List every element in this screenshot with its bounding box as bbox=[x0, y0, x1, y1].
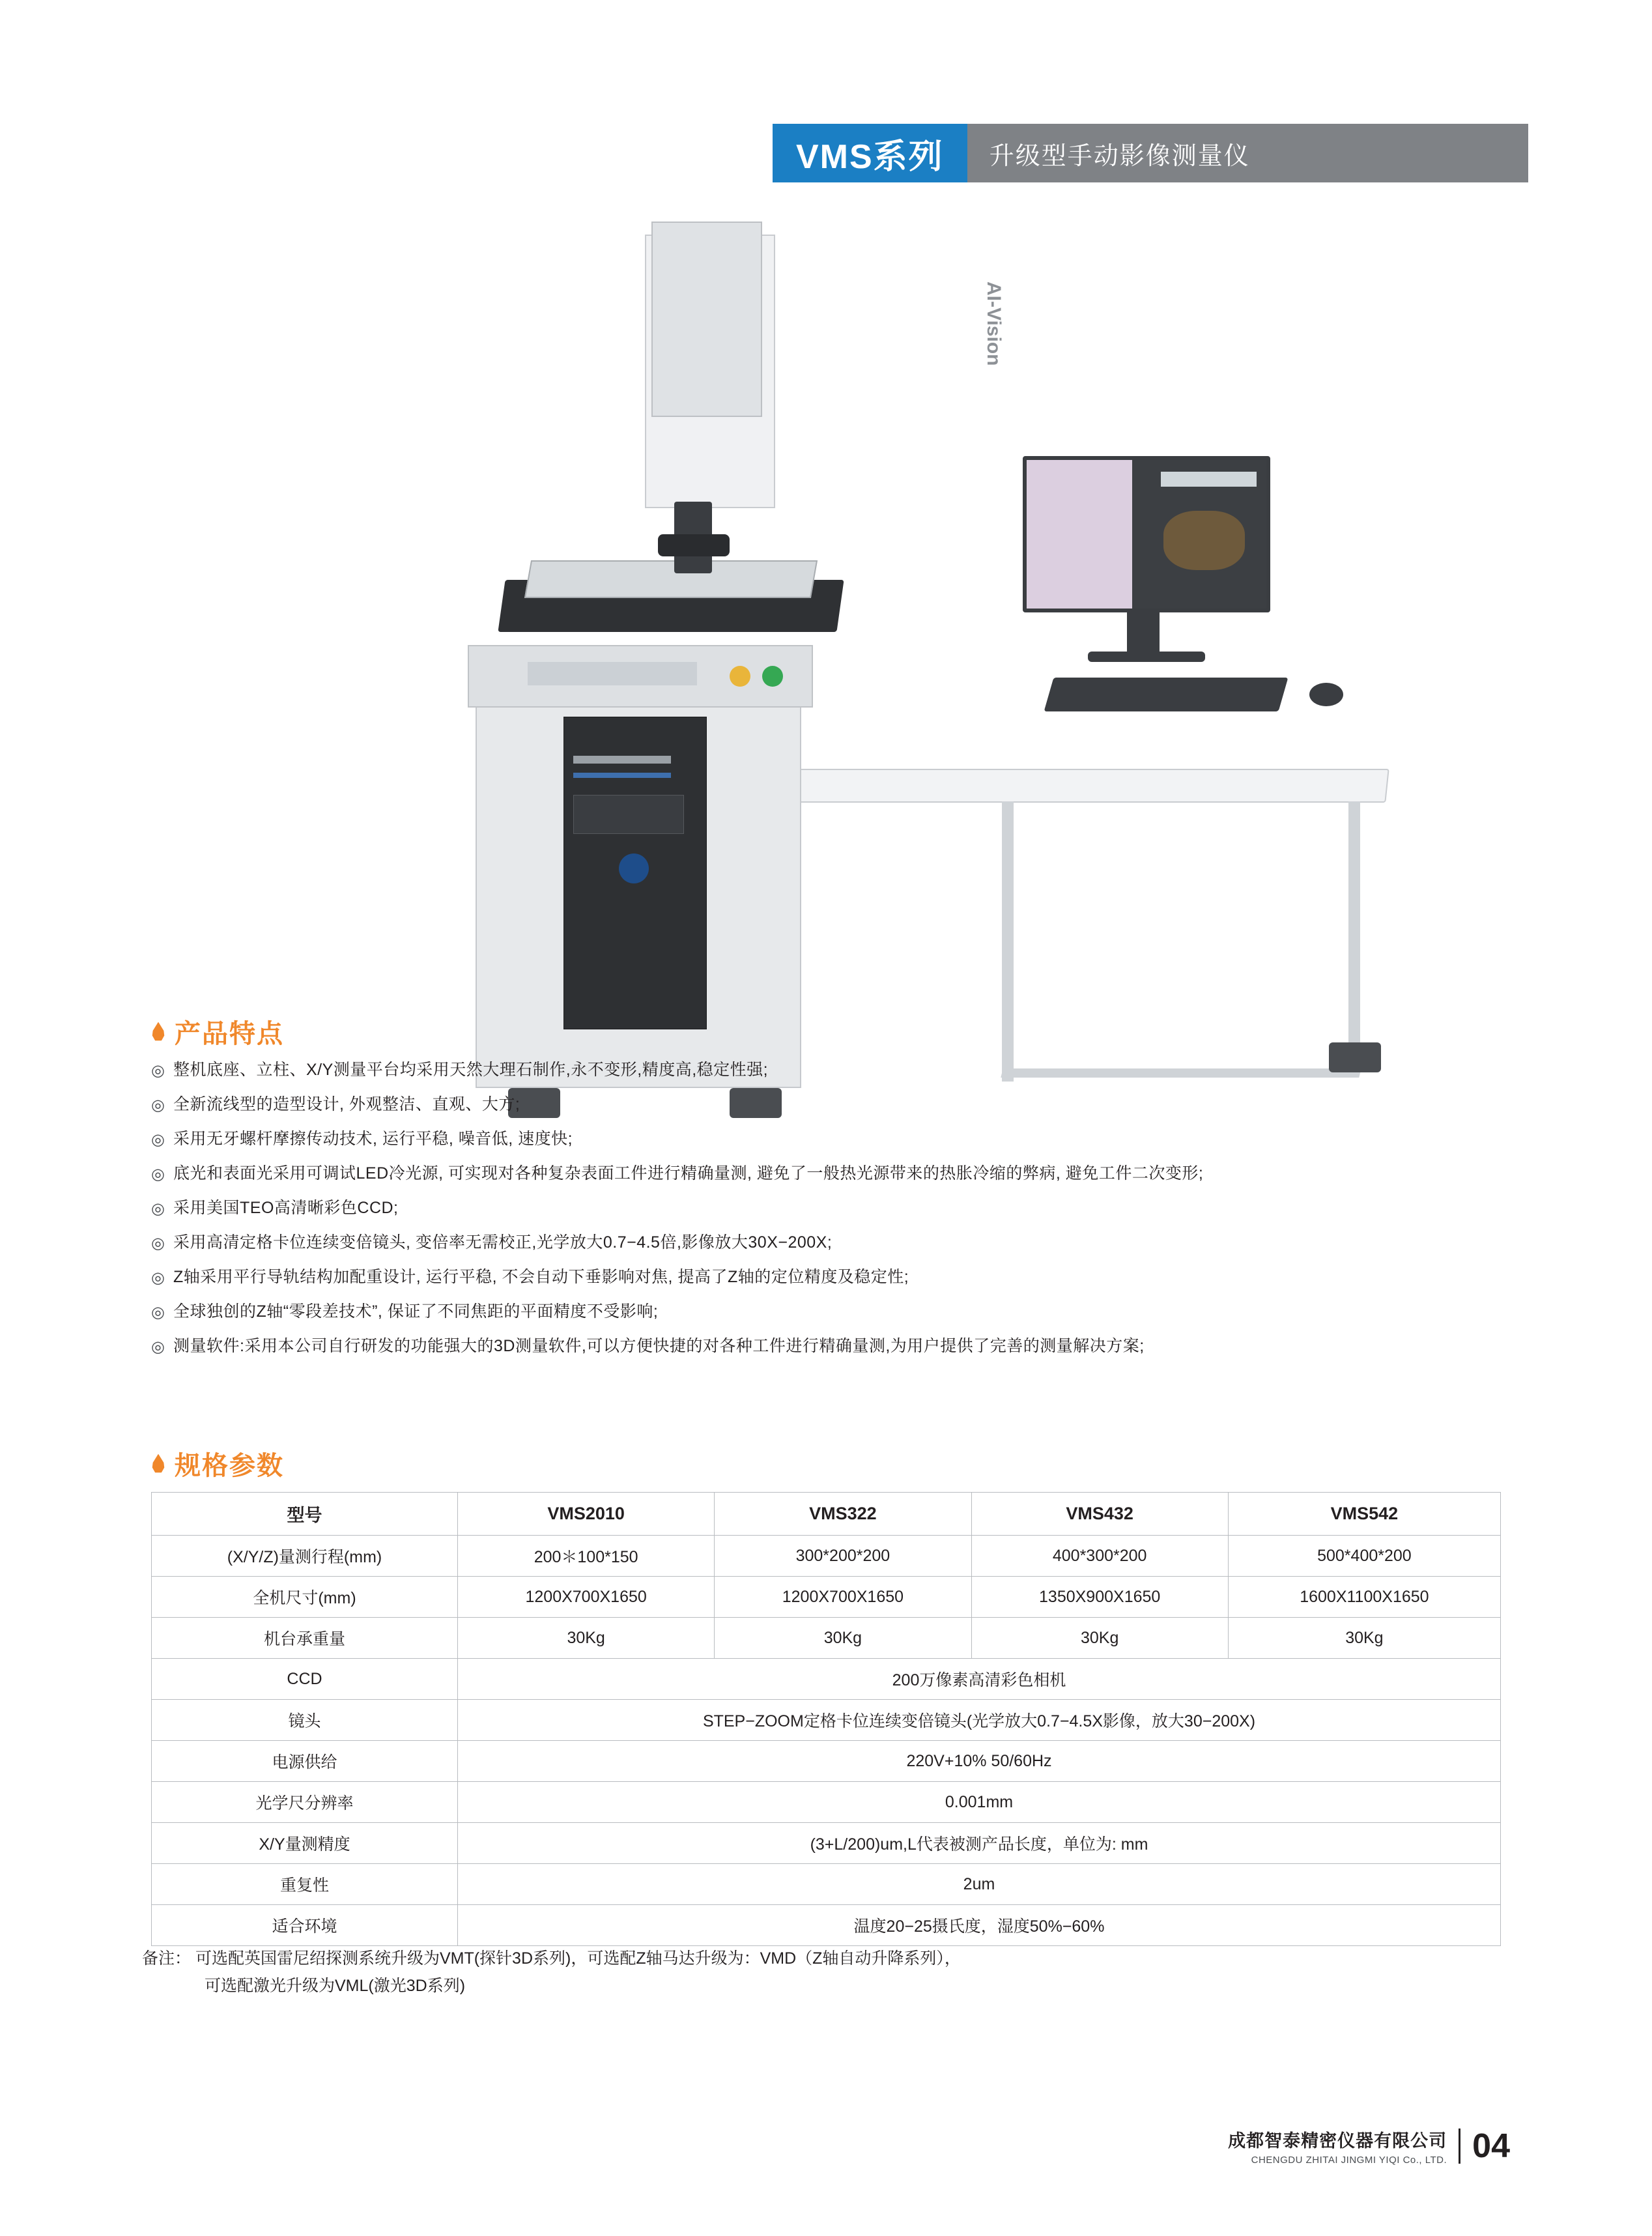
column-header-vms2010: VMS2010 bbox=[458, 1493, 715, 1536]
list-item bbox=[151, 1266, 1532, 1289]
row-label: 镜头 bbox=[152, 1700, 458, 1741]
bullet-icon: ◎ bbox=[151, 1062, 165, 1080]
column-header-vms322: VMS322 bbox=[715, 1493, 971, 1536]
cell: 30Kg bbox=[971, 1618, 1228, 1659]
table-row bbox=[152, 1536, 1501, 1577]
row-label: (X/Y/Z)量测行程(mm) bbox=[152, 1536, 458, 1577]
feature-text: 整机底座、立柱、X/Y测量平台均采用天然大理石制作,永不变形,精度高,稳定性强; bbox=[173, 1061, 769, 1079]
specs-section-heading bbox=[151, 1445, 284, 1482]
specifications-table bbox=[151, 1492, 1501, 1946]
monitor bbox=[1023, 456, 1270, 612]
monitor-base bbox=[1088, 652, 1205, 662]
bullet-icon: ◎ bbox=[151, 1131, 165, 1149]
series-subtitle: 升级型手动影像测量仪 bbox=[967, 124, 1528, 182]
control-knob-yellow bbox=[730, 666, 750, 687]
footnote bbox=[142, 1945, 1510, 2000]
bullet-icon: ◎ bbox=[151, 1338, 165, 1356]
cell: 1200X700X1650 bbox=[715, 1577, 971, 1618]
page-number: 04 bbox=[1472, 2127, 1510, 2165]
table-row bbox=[152, 1700, 1501, 1741]
specs-heading-label: 规格参数 bbox=[175, 1452, 284, 1480]
footnote-line-2: 可选配激光升级为VML(激光3D系列) bbox=[205, 1977, 466, 1995]
cell: 400*300*200 bbox=[971, 1536, 1228, 1577]
bullet-icon: ◎ bbox=[151, 1166, 165, 1183]
workbench-leg-right bbox=[1348, 801, 1360, 1062]
list-item bbox=[151, 1059, 1532, 1082]
features-section-heading bbox=[151, 1013, 284, 1050]
droplet-icon bbox=[151, 1454, 165, 1474]
cell-merged: STEP−ZOOM定格卡位连续变倍镜头(光学放大0.7−4.5X影像，放大30−200X) bbox=[458, 1700, 1501, 1741]
row-label: 适合环境 bbox=[152, 1905, 458, 1946]
table-row bbox=[152, 1618, 1501, 1659]
cell-merged: 200万像素高清彩色相机 bbox=[458, 1659, 1501, 1700]
table-row bbox=[152, 1864, 1501, 1905]
table-row bbox=[152, 1741, 1501, 1782]
keyboard bbox=[1044, 678, 1289, 711]
list-item bbox=[151, 1093, 1532, 1117]
list-item bbox=[151, 1197, 1532, 1220]
feature-text: 采用高清定格卡位连续变倍镜头, 变倍率无需校正,光学放大0.7−4.5倍,影像放大30X−200X; bbox=[173, 1233, 833, 1252]
header-banner bbox=[773, 124, 1528, 182]
features-heading-label: 产品特点 bbox=[175, 1020, 284, 1048]
bullet-icon: ◎ bbox=[151, 1096, 165, 1114]
bullet-icon: ◎ bbox=[151, 1304, 165, 1321]
monitor-stand bbox=[1127, 612, 1160, 657]
row-label: 电源供给 bbox=[152, 1741, 458, 1782]
tower-power-button bbox=[619, 853, 649, 883]
table-row bbox=[152, 1782, 1501, 1823]
column-header-model: 型号 bbox=[152, 1493, 458, 1536]
droplet-icon bbox=[151, 1022, 165, 1042]
company-name-en: CHENGDU ZHITAI JINGMI YIQI Co., LTD. bbox=[1251, 2155, 1447, 2166]
feature-text: 底光和表面光采用可调试LED冷光源, 可实现对各种复杂表面工件进行精确量测, 避免了一般热光源带来的热胀冷缩的弊病, 避免工件二次变形; bbox=[173, 1164, 1204, 1182]
control-knob-green bbox=[762, 666, 783, 687]
cell: 30Kg bbox=[715, 1618, 971, 1659]
table-header-row bbox=[152, 1493, 1501, 1536]
tower-front-panel bbox=[573, 795, 684, 834]
feature-text: 全球独创的Z轴“零段差技术”, 保证了不同焦距的平面精度不受影响; bbox=[173, 1302, 659, 1321]
workbench-leg-left bbox=[1002, 801, 1014, 1082]
cell: 30Kg bbox=[458, 1618, 715, 1659]
features-list bbox=[151, 1059, 1532, 1369]
cell: 200＊100*150 bbox=[458, 1536, 715, 1577]
product-photo bbox=[313, 195, 1394, 964]
cell: 1200X700X1650 bbox=[458, 1577, 715, 1618]
footer-divider bbox=[1459, 2128, 1460, 2164]
cell-merged: (3+L/200)um,L代表被测产品长度，单位为: mm bbox=[458, 1823, 1501, 1864]
column-header-vms542: VMS542 bbox=[1228, 1493, 1500, 1536]
mouse bbox=[1309, 683, 1343, 706]
tower-drive-bay bbox=[573, 756, 671, 764]
machine-base-label bbox=[528, 662, 697, 685]
bullet-icon: ◎ bbox=[151, 1269, 165, 1287]
optical-head bbox=[651, 222, 1004, 417]
list-item bbox=[151, 1231, 1532, 1255]
row-label: CCD bbox=[152, 1659, 458, 1700]
footnote-line-1: 备注： 可选配英国雷尼绍探测系统升级为VMT(探针3D系列)，可选配Z轴马达升级为：VMD（Z轴自动升降系列）， bbox=[142, 1949, 961, 1968]
cell: 1350X900X1650 bbox=[971, 1577, 1228, 1618]
cell-merged: 温度20−25摄氏度，湿度50%−60% bbox=[458, 1905, 1501, 1946]
feature-text: 测量软件:采用本公司自行研发的功能强大的3D测量软件,可以方便快捷的对各种工件进行精确量测,为用户提供了完善的测量解决方案; bbox=[173, 1337, 1145, 1355]
list-item bbox=[151, 1162, 1532, 1186]
company-name-cn: 成都智泰精密仪器有限公司 bbox=[1228, 2131, 1447, 2151]
cell: 300*200*200 bbox=[715, 1536, 971, 1577]
tower-accent-strip bbox=[573, 773, 671, 778]
cell-merged: 0.001mm bbox=[458, 1782, 1501, 1823]
table-row bbox=[152, 1577, 1501, 1618]
row-label: 机台承重量 bbox=[152, 1618, 458, 1659]
series-title: VMS系列 bbox=[773, 124, 967, 182]
feature-text: 采用无牙螺杆摩擦传动技术, 运行平稳, 噪音低, 速度快; bbox=[173, 1130, 573, 1148]
list-item bbox=[151, 1335, 1532, 1358]
list-item bbox=[151, 1128, 1532, 1151]
cell-merged: 220V+10% 50/60Hz bbox=[458, 1741, 1501, 1782]
cell-merged: 2um bbox=[458, 1864, 1501, 1905]
page-footer bbox=[1228, 2127, 1510, 2166]
feature-text: 全新流线型的造型设计, 外观整洁、直观、大方; bbox=[173, 1095, 520, 1113]
company-block bbox=[1228, 2127, 1447, 2166]
table-row bbox=[152, 1905, 1501, 1946]
bullet-icon: ◎ bbox=[151, 1200, 165, 1218]
bullet-icon: ◎ bbox=[151, 1235, 165, 1252]
monitor-toolbar bbox=[1161, 472, 1257, 487]
monitor-workpiece-image bbox=[1163, 511, 1245, 570]
row-label: X/Y量测精度 bbox=[152, 1823, 458, 1864]
list-item bbox=[151, 1300, 1532, 1324]
table-row bbox=[152, 1823, 1501, 1864]
stage-glass-plate bbox=[524, 560, 818, 598]
row-label: 全机尺寸(mm) bbox=[152, 1577, 458, 1618]
machine-brand-label: AI-Vision bbox=[983, 281, 1004, 366]
table-row bbox=[152, 1659, 1501, 1700]
cell: 500*400*200 bbox=[1228, 1536, 1500, 1577]
feature-text: Z轴采用平行导轨结构加配重设计, 运行平稳, 不会自动下垂影响对焦, 提高了Z轴的定位精度及稳定性; bbox=[173, 1268, 909, 1286]
row-label: 光学尺分辨率 bbox=[152, 1782, 458, 1823]
row-label: 重复性 bbox=[152, 1864, 458, 1905]
column-header-vms432: VMS432 bbox=[971, 1493, 1228, 1536]
feature-text: 采用美国TEO高清晰彩色CCD; bbox=[173, 1199, 399, 1217]
cell: 30Kg bbox=[1228, 1618, 1500, 1659]
cell: 1600X1100X1650 bbox=[1228, 1577, 1500, 1618]
monitor-screen-left-pane bbox=[1027, 460, 1132, 609]
led-ring-light bbox=[658, 534, 730, 556]
